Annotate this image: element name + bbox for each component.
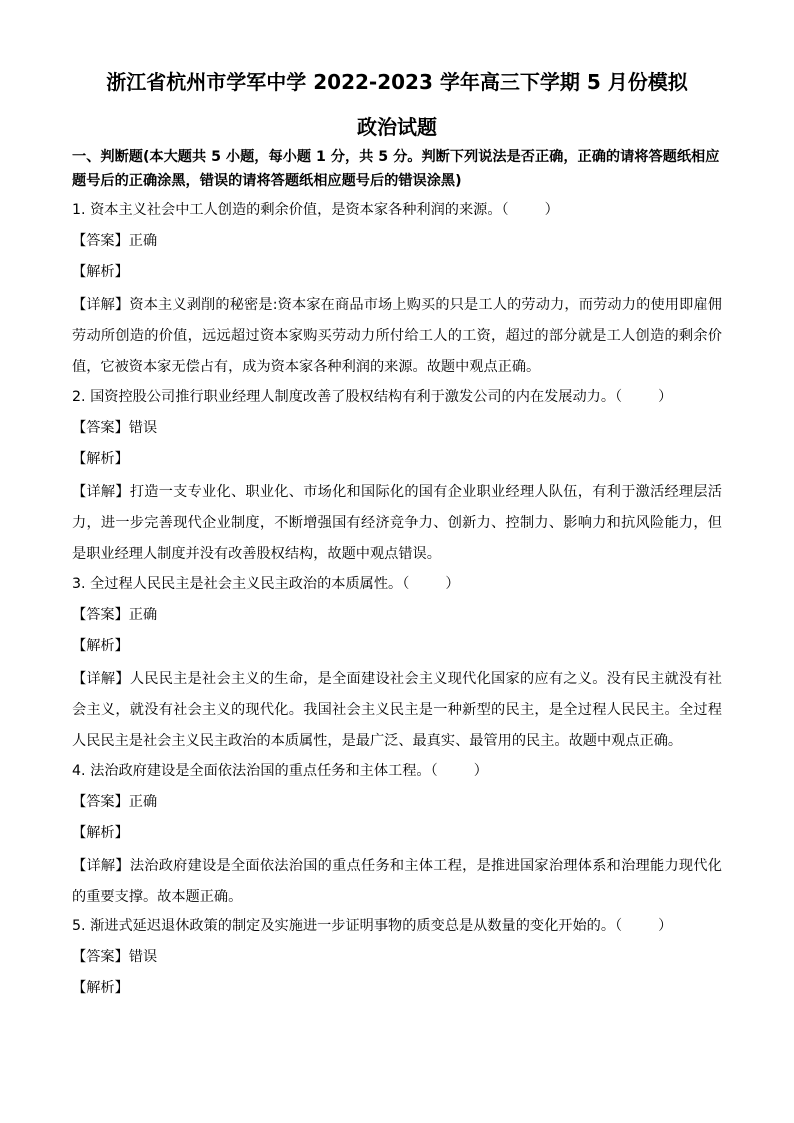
question-2-analysis-label: 【解析】	[72, 451, 129, 467]
question-1-analysis-label: 【解析】	[72, 264, 129, 280]
answer-blank: （ ）	[501, 202, 559, 218]
question-5-analysis-label: 【解析】	[72, 980, 129, 996]
detail-label: 【详解】	[72, 297, 130, 313]
question-1-detail	[72, 290, 722, 384]
question-number: 5.	[72, 918, 86, 934]
question-1-answer	[72, 231, 157, 251]
section-heading: 一、判断题(本大题共 5 小题，每小题 1 分，共 5 分。判断下列说法是否正确，正确的请将答题纸相应题号后的正确涂黑，错误的请将答题纸相应题号后的错误涂黑)	[72, 149, 720, 189]
answer-blank: （ ）	[402, 576, 460, 592]
answer-value: 正确	[128, 607, 158, 623]
question-text: 渐进式延迟退休政策的制定及实施进一步证明事物的质变总是从数量的变化开始的。	[90, 918, 616, 934]
detail-text: 资本主义剥削的秘密是:资本家在商品市场上购买的只是工人的劳动力，而劳动力的使用即雇佣劳动所创造的价值，远远超过资本家购买劳动力所付给工人的工资，超过的部分就是工人创造的剩余价值，它被资本家无偿占有，成为资本家各种利润的来源。故题中观点正确。	[72, 297, 722, 376]
question-text: 资本主义社会中工人创造的剩余价值，是资本家各种利润的来源。	[90, 202, 502, 218]
document-title: 浙江省杭州市学军中学 2022-2023 学年高三下学期 5 月份模拟	[106, 70, 688, 94]
question-text: 法治政府建设是全面依法治国的重点任务和主体工程。	[90, 763, 431, 779]
question-number: 2.	[72, 389, 86, 405]
answer-value: 错误	[128, 420, 158, 436]
answer-blank: （ ）	[430, 763, 488, 779]
document-subtitle: 政治试题	[357, 115, 437, 139]
question-3-stem	[72, 574, 460, 594]
question-number: 4.	[72, 763, 86, 779]
detail-label: 【详解】	[72, 484, 130, 500]
detail-text: 法治政府建设是全面依法治国的重点任务和主体工程，是推进国家治理体系和治理能力现代化的重要支撑。故本题正确。	[72, 858, 722, 906]
answer-label: 【答案】	[72, 607, 129, 623]
question-1-stem	[72, 200, 559, 220]
question-2-detail	[72, 477, 722, 571]
question-number: 3.	[72, 576, 86, 592]
detail-text: 人民民主是社会主义的生命，是全面建设社会主义现代化国家的应有之义。没有民主就没有社会主义，就没有社会主义的现代化。我国社会主义民主是一种新型的民主，是全过程人民民主。全过程人民民主是社会主义民主政治的本质属性，是最广泛、最真实、最管用的民主。故题中观点正确。	[72, 671, 722, 750]
question-2-stem	[72, 387, 672, 407]
answer-value: 正确	[128, 233, 158, 249]
answer-label: 【答案】	[72, 420, 129, 436]
question-number: 1.	[72, 202, 86, 218]
detail-text: 打造一支专业化、职业化、市场化和国际化的国有企业职业经理人队伍，有利于激活经理层活力，进一步完善现代企业制度，不断增强国有经济竞争力、创新力、控制力、影响力和抗风险能力，但是职业经理人制度并没有改善股权结构，故题中观点错误。	[72, 484, 722, 563]
answer-value: 错误	[128, 949, 158, 965]
detail-label: 【详解】	[72, 858, 130, 874]
question-5-answer	[72, 947, 157, 967]
question-4-answer	[72, 792, 157, 812]
answer-blank: （ ）	[615, 389, 673, 405]
answer-label: 【答案】	[72, 794, 129, 810]
question-5-stem	[72, 916, 672, 936]
answer-blank: （ ）	[615, 918, 673, 934]
question-4-detail	[72, 851, 722, 913]
answer-label: 【答案】	[72, 233, 129, 249]
question-3-detail	[72, 664, 722, 758]
detail-label: 【详解】	[72, 671, 130, 687]
question-4-stem	[72, 761, 488, 781]
question-text: 全过程人民民主是社会主义民主政治的本质属性。	[90, 576, 403, 592]
question-text: 国资控股公司推行职业经理人制度改善了股权结构有利于激发公司的内在发展动力。	[90, 389, 616, 405]
question-4-analysis-label: 【解析】	[72, 825, 129, 841]
answer-label: 【答案】	[72, 949, 129, 965]
question-2-answer	[72, 418, 157, 438]
question-3-analysis-label: 【解析】	[72, 638, 129, 654]
question-3-answer	[72, 605, 157, 625]
answer-value: 正确	[128, 794, 158, 810]
